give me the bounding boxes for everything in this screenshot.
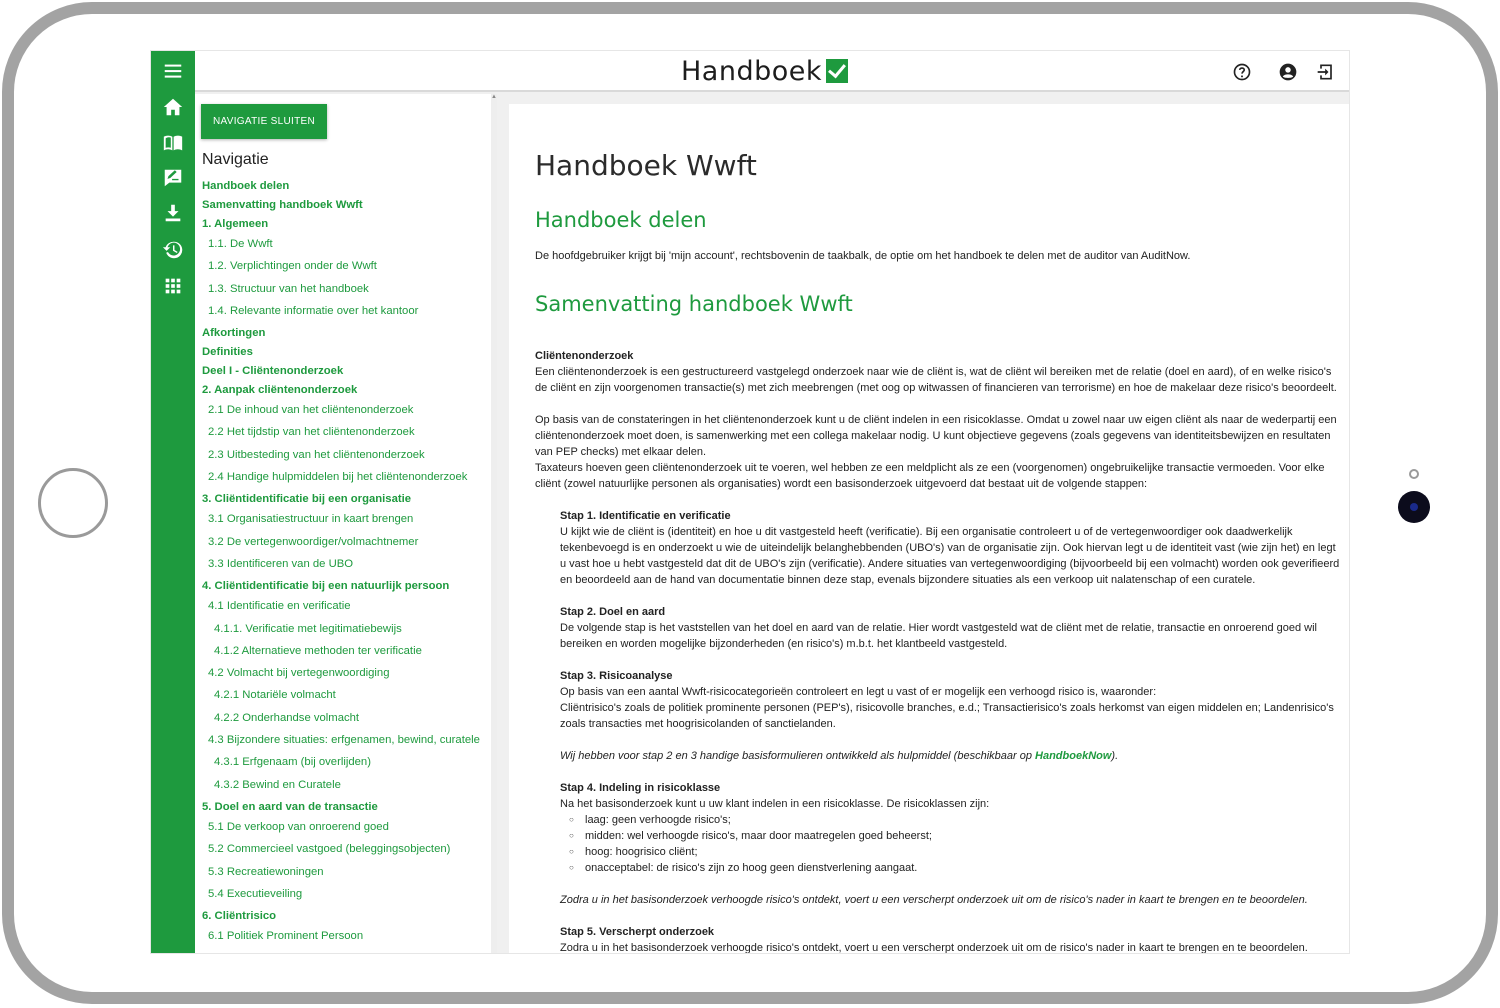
navigation-list <box>202 179 480 951</box>
nav-item[interactable]: 4.2.2 Onderhandse volmacht <box>214 711 360 724</box>
nav-item[interactable]: 1.2. Verplichtingen onder de Wwft <box>208 260 377 273</box>
left-icon-rail <box>151 51 195 954</box>
nav-item[interactable]: 4.1 Identificatie en verificatie <box>208 600 351 613</box>
client-heading: Cliëntenonderzoek <box>535 350 634 362</box>
client-paragraph-3: Taxateurs hoeven geen cliëntenonderzoek uit te voeren, wel hebben ze een meldplicht als ze een (voorgenomen) ongebruikelijke transactie vermoeden. Voor elke cliënt (zowel natuurlijke personen als organisaties) wordt een basisonderzoek uitgevoerd dat bestaat uit de volgende stappen: <box>535 462 1325 490</box>
share-heading: Handboek delen <box>535 208 707 232</box>
apps-grid-icon[interactable] <box>159 272 187 300</box>
step2-text: De volgende stap is het vaststellen van het doel en aard van de relatie. Hier wordt vastgesteld wat de cliënt met de relatie, transactie en onroerend goed wil bereiken en worden mogelijke bijzonderheden (en risico's) m.b.t. het klantbeeld vastgesteld. <box>560 622 1317 650</box>
nav-item[interactable]: 5.3 Recreatiewoningen <box>208 865 324 878</box>
logo-text: Handboek <box>681 55 823 87</box>
navigation-panel <box>195 94 491 954</box>
step5-text: Zodra u in het basisonderzoek verhoogde risico's ontdekt, voert u een verscherpt onderzoek uit om de risico's nader in kaart te brengen en te beoordelen. <box>560 942 1308 954</box>
nav-item[interactable]: 3. Cliëntidentificatie bij een organisatie <box>202 493 412 506</box>
risk-class-item: ○ hoog: hoogrisico cliënt; <box>585 844 698 860</box>
nav-item[interactable]: 2.4 Handige hulpmiddelen bij het cliëntenonderzoek <box>208 471 468 484</box>
nav-item[interactable]: Samenvatting handboek Wwft <box>202 199 363 211</box>
nav-item[interactable]: 1. Algemeen <box>202 218 269 230</box>
risk-class-item: ○ laag: geen verhoogde risico's; <box>585 812 731 828</box>
nav-item[interactable]: 2. Aanpak cliëntenonderzoek <box>202 384 358 397</box>
forms-note-end: ). <box>1111 750 1119 762</box>
step5-title: Stap 5. Verscherpt onderzoek <box>560 926 715 938</box>
navigation-title: Navigatie <box>202 151 269 168</box>
logout-icon[interactable] <box>1315 61 1337 83</box>
nav-item[interactable]: 4.3.1 Erfgenaam (bij overlijden) <box>214 756 371 769</box>
menu-icon[interactable] <box>159 57 187 85</box>
nav-item[interactable]: 1.3. Structuur van het handboek <box>208 282 369 295</box>
book-icon[interactable] <box>159 129 187 157</box>
history-icon[interactable] <box>159 236 187 264</box>
nav-item[interactable]: 1.1. De Wwft <box>208 238 273 250</box>
page-title: Handboek Wwft <box>535 149 757 182</box>
edit-note-icon[interactable] <box>159 164 187 192</box>
step3-title: Stap 3. Risicoanalyse <box>560 670 673 682</box>
top-bar <box>195 51 1350 92</box>
nav-item[interactable]: 2.3 Uitbesteding van het cliëntenonderzoek <box>208 448 425 461</box>
nav-item[interactable]: 4. Cliëntidentificatie bij een natuurlijk persoon <box>202 580 450 593</box>
nav-item[interactable]: 4.1.2 Alternatieve methoden ter verificatie <box>214 644 422 657</box>
check-icon <box>826 59 848 83</box>
nav-item[interactable]: 5.1 De verkoop van onroerend goed <box>208 820 389 833</box>
client-paragraph-2: Op basis van de constateringen in het cliëntenonderzoek kunt u de cliënt indelen in een risicoklasse. Omdat u zowel naar uw eigen cliënt als naar de wederpartij een cliëntenonderzoek moet doen, is samenwerking met een collega makelaar nodig. U kunt objectieve gegevens (zoals gegevens van identiteitsbewijzen en resultaten van PEP checks) met elkaar delen. <box>535 414 1337 458</box>
step3-text-1: Op basis van een aantal Wwft-risicocategorieën controleert en legt u vast of er mogelijk een verhoogd risico is, waaronder: <box>560 686 1157 698</box>
nav-item[interactable]: 4.1.1. Verificatie met legitimatiebewijs <box>214 622 402 635</box>
nav-item[interactable]: 4.2.1 Notariële volmacht <box>214 689 336 702</box>
nav-item[interactable]: Deel I - Cliëntenonderzoek <box>202 365 344 378</box>
navigation-scrollbar[interactable] <box>491 94 497 954</box>
step4-text: Na het basisonderzoek kunt u uw klant indelen in een risicoklasse. De risicoklassen zijn: <box>560 798 990 810</box>
nav-item[interactable]: 4.2 Volmacht bij vertegenwoordiging <box>208 667 390 680</box>
nav-item[interactable]: 3.1 Organisatiestructuur in kaart brengen <box>208 513 414 526</box>
tablet-sensor <box>1409 469 1419 479</box>
nav-item[interactable]: 1.4. Relevante informatie over het kantoor <box>208 304 419 317</box>
help-icon[interactable] <box>1231 61 1253 83</box>
nav-item[interactable]: 4.3.2 Bewind en Curatele <box>214 778 341 791</box>
nav-item[interactable]: 3.2 De vertegenwoordiger/volmachtnemer <box>208 535 419 548</box>
risk-class-item: ○ onacceptabel: de risico's zijn zo hoog geen dienstverlening aangaat. <box>585 860 917 876</box>
step1-title: Stap 1. Identificatie en verificatie <box>560 510 731 522</box>
step2-title: Stap 2. Doel en aard <box>560 606 666 618</box>
handboek-logo[interactable] <box>681 55 848 87</box>
tablet-home-button[interactable] <box>38 468 108 538</box>
step3-text-2: Cliëntrisico's zoals de politiek prominente personen (PEP's), risicovolle branches, e.d.; Transactierisico's zoals herkomst van eigen middelen en; Landenrisico's zoals transacties met hoogrisicolanden of sanctielanden. <box>560 702 1334 730</box>
nav-item[interactable]: 5. Doel en aard van de transactie <box>202 800 378 813</box>
close-navigation-button[interactable]: NAVIGATIE SLUITEN <box>201 104 327 139</box>
forms-note <box>560 748 1341 764</box>
document-content <box>509 104 1350 954</box>
step4-note: Zodra u in het basisonderzoek verhoogde risico's ontdekt, voert u een verscherpt onderzoek uit om de risico's nader in kaart te brengen en te beoordelen. <box>560 894 1308 906</box>
nav-item[interactable]: 5.2 Commercieel vastgoed (beleggingsobjecten) <box>208 843 451 856</box>
step4-title: Stap 4. Indeling in risicoklasse <box>560 782 721 794</box>
app-screen <box>150 50 1350 954</box>
nav-item[interactable]: 3.3 Identificeren van de UBO <box>208 557 354 570</box>
home-icon[interactable] <box>159 93 187 121</box>
nav-item[interactable]: 2.2 Het tijdstip van het cliëntenonderzoek <box>208 426 415 439</box>
nav-item[interactable]: 6.1 Politiek Prominent Persoon <box>208 930 364 943</box>
nav-item[interactable]: 5.4 Executieveiling <box>208 887 303 900</box>
account-icon[interactable] <box>1277 61 1299 83</box>
step1-text: U kijkt wie de cliënt is (identiteit) en hoe u dit vastgesteld heeft (verificatie). Bij een organisatie controleert u of de vertegenwoordiger ook daadwerkelijk tekenbevoegd is en onderzoekt u wie de uiteindelijk belanghebbenden (UBO's) van de organisatie zijn. Ook hiervan legt u de identiteit vast (wie zijn het) en legt u vast hoe u hebt vastgesteld dat dit de UBO's zijn (verificatie). Andere situaties van vertegenwoordiging (bijvoorbeeld bij een volmacht) worden ook geverifieerd en beoordeeld aan de hand van documentatie binnen deze stap, evenals bijzondere situaties als een verkoop uit nalatenschap of een curatele. <box>560 526 1340 586</box>
nav-item[interactable]: 6. Cliëntrisico <box>202 910 277 923</box>
nav-item[interactable]: Handboek delen <box>202 180 290 192</box>
nav-item[interactable]: 4.3 Bijzondere situaties: erfgenamen, bewind, curatele <box>208 734 480 747</box>
risk-class-item: ○ midden: wel verhoogde risico's, maar door maatregelen goed beheerst; <box>585 828 932 844</box>
handboeknow-link[interactable]: HandboekNow <box>1035 750 1112 762</box>
nav-item[interactable]: Afkortingen <box>202 327 266 340</box>
download-icon[interactable] <box>159 199 187 227</box>
forms-note-text: Wij hebben voor stap 2 en 3 handige basisformulieren ontwikkeld als hulpmiddel (beschikbaar op <box>560 750 1036 762</box>
tablet-camera <box>1398 491 1430 523</box>
nav-item[interactable]: Definities <box>202 346 253 359</box>
client-paragraph-1: Een cliëntenonderzoek is een gestructureerd vastgelegd onderzoek naar wie de cliënt is, wat de cliënt wil bereiken met de relatie (doel en aard), of en welke risico's de cliënt en zijn voorgenomen transactie(s) met zich meebrengen (met oog op witwassen of financieren van terrorisme) en hoe de makelaar deze risico's beoordeelt. <box>535 366 1337 394</box>
share-text: De hoofdgebruiker krijgt bij 'mijn account', rechtsbovenin de taakbalk, de optie om het handboek te delen met de auditor van AuditNow. <box>535 250 1191 262</box>
summary-heading: Samenvatting handboek Wwft <box>535 292 853 316</box>
nav-item[interactable]: 2.1 De inhoud van het cliëntenonderzoek <box>208 404 414 417</box>
